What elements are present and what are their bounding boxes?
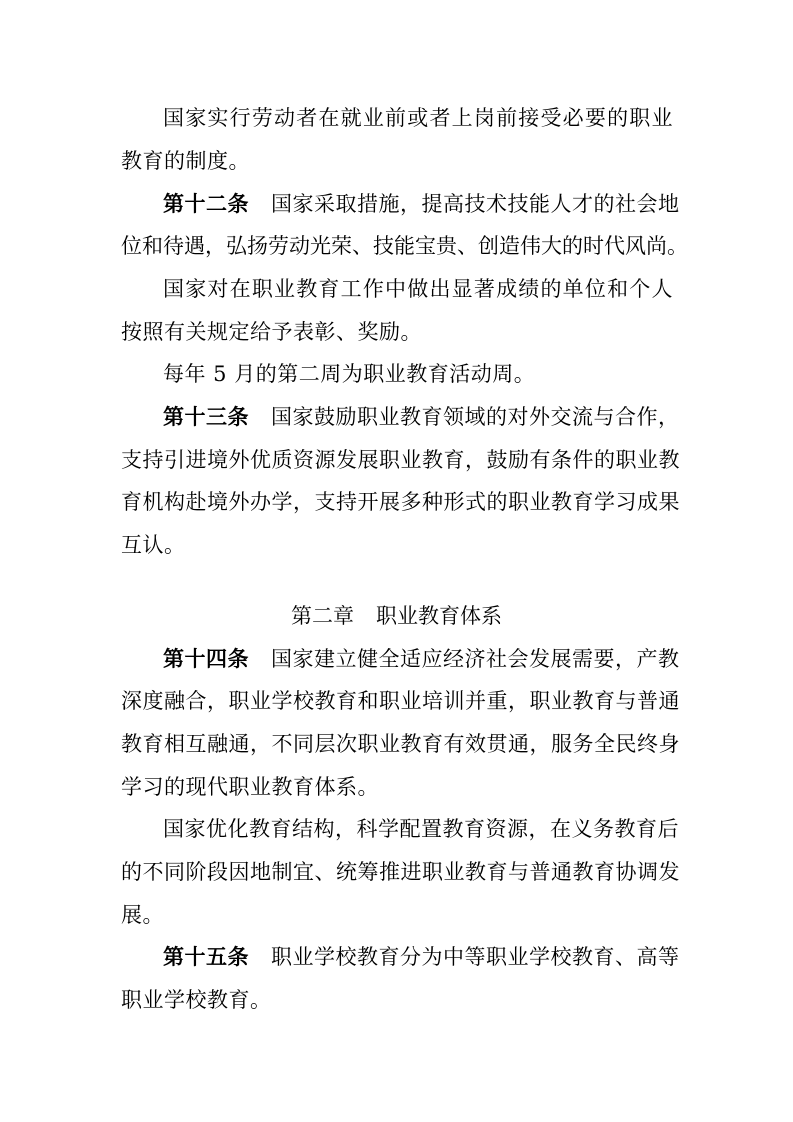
text-line: 教育的制度。 [121, 149, 250, 173]
text-line: 深度融合，职业学校教育和职业培训并重，职业教育与普通 [121, 689, 680, 713]
text-line: 学习的现代职业教育体系。 [121, 775, 379, 799]
text-line: 国家对在职业教育工作中做出显著成绩的单位和个人 [163, 277, 673, 301]
text-line: 互认。 [121, 533, 186, 557]
text-segment: 职业学校教育分为中等职业学校教育、高等 [271, 945, 680, 969]
article-13-title: 第十三条 [163, 405, 249, 429]
text-line: 每年 5 月的第二周为职业教育活动周。 [163, 362, 536, 386]
text-segment: 国家采取措施，提高技术技能人才的社会地 [271, 192, 680, 216]
text-line: 支持引进境外优质资源发展职业教育，鼓励有条件的职业教 [121, 448, 680, 472]
article-12-line [163, 189, 680, 219]
text-line: 按照有关规定给予表彰、奖励。 [121, 320, 422, 344]
text-line: 国家实行劳动者在就业前或者上岗前接受必要的职业 [163, 106, 673, 130]
text-line: 展。 [121, 903, 164, 927]
text-line: 国家优化教育结构，科学配置教育资源，在义务教育后 [163, 817, 679, 841]
text-line: 教育相互融通，不同层次职业教育有效贯通，服务全民终身 [121, 732, 680, 756]
text-line: 的不同阶段因地制宜、统筹推进职业教育与普通教育协调发 [121, 860, 680, 884]
text-segment: 国家鼓励职业教育领域的对外交流与合作， [271, 405, 680, 429]
article-13-line [163, 402, 680, 432]
chapter-number: 第二章 [291, 604, 354, 628]
article-15-title: 第十五条 [163, 945, 249, 969]
article-14-line [163, 644, 680, 674]
text-line: 位和待遇，弘扬劳动光荣、技能宝贵、创造伟大的时代风尚。 [121, 234, 688, 258]
text-line: 育机构赴境外办学，支持开展多种形式的职业教育学习成果 [121, 490, 680, 514]
chapter-heading [0, 601, 793, 631]
article-12-title: 第十二条 [163, 192, 249, 216]
article-14-title: 第十四条 [163, 647, 249, 671]
article-15-line [163, 942, 680, 972]
text-line: 职业学校教育。 [121, 988, 272, 1012]
text-segment: 国家建立健全适应经济社会发展需要，产教 [271, 647, 680, 671]
chapter-title: 职业教育体系 [376, 604, 502, 628]
